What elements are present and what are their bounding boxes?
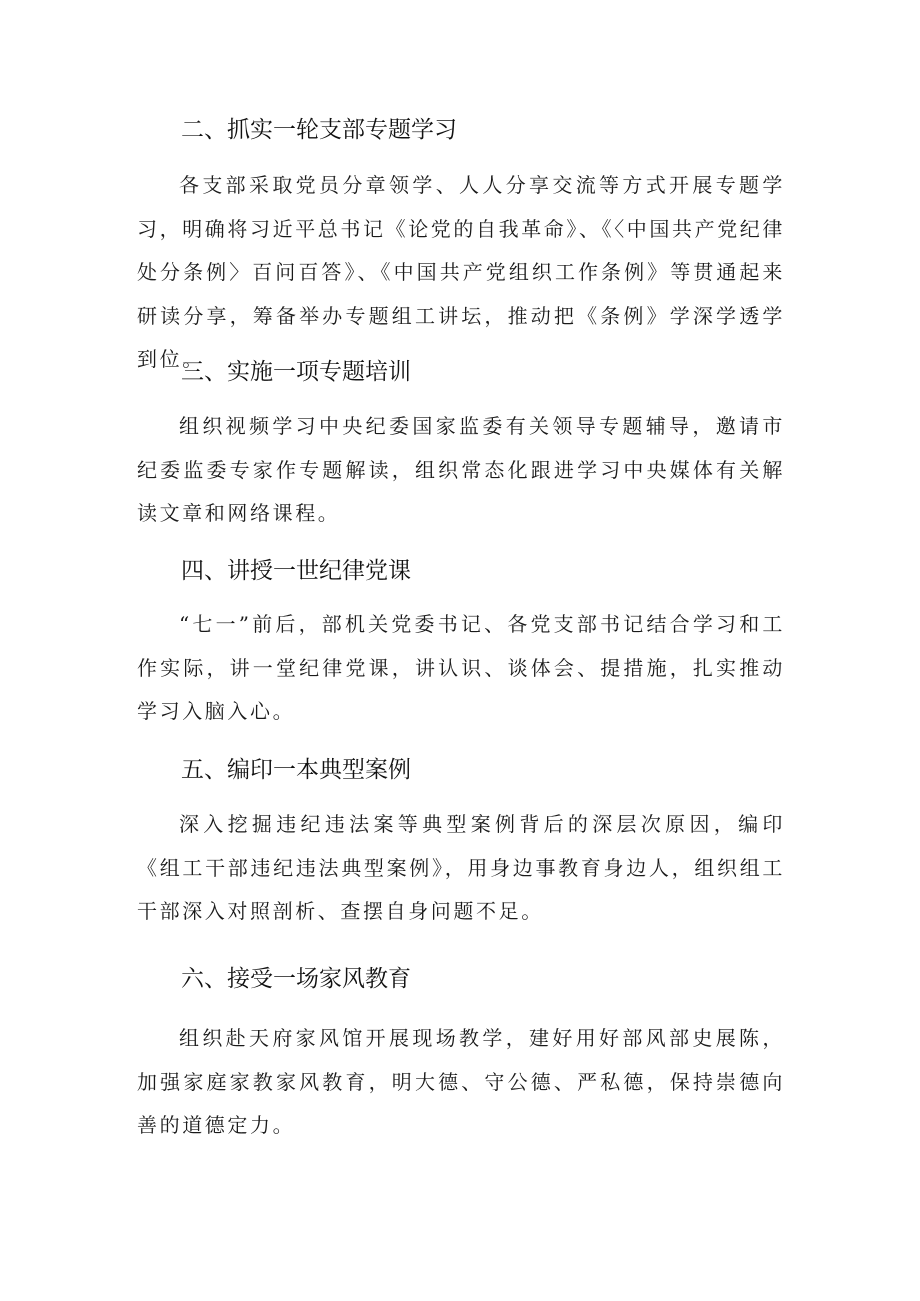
section-heading: 六、接受一场家风教育 — [181, 966, 411, 992]
section-body: 各支部采取党员分章领学、人人分享交流等方式开展专题学习，明确将习近平总书记《论党的自我革命》、《〈中国共产党纪律处分条例〉百问百答》、《中国共产党组织工作条例》等贯通起来研读分享，筹备举办专题组工讲坛，推动把《条例》学深学透学到位。 — [137, 173, 785, 371]
section-heading: 二、抓实一轮支部专题学习 — [181, 117, 457, 143]
section-heading: 四、讲授一世纪律党课 — [181, 558, 411, 584]
section-heading: 三、实施一项专题培训 — [181, 359, 411, 385]
section-heading: 五、编印一本典型案例 — [181, 757, 411, 783]
section-body: 组织视频学习中央纪委国家监委有关领导专题辅导，邀请市纪委监委专家作专题解读，组织常态化跟进学习中央媒体有关解读文章和网络课程。 — [137, 414, 785, 525]
section-body: “七一”前后，部机关党委书记、各党支部书记结合学习和工作实际，讲一堂纪律党课，讲认识、谈体会、提措施，扎实推动学习入脑入心。 — [137, 612, 785, 723]
section-body: 深入挖掘违纪违法案等典型案例背后的深层次原因，编印《组工干部违纪违法典型案例》，用身边事教育身边人，组织组工干部深入对照剖析、查摆自身问题不足。 — [137, 812, 785, 923]
section-body: 组织赴天府家风馆开展现场教学，建好用好部风部史展陈，加强家庭家教家风教育，明大德、守公德、严私德，保持崇德向善的道德定力。 — [137, 1026, 785, 1137]
